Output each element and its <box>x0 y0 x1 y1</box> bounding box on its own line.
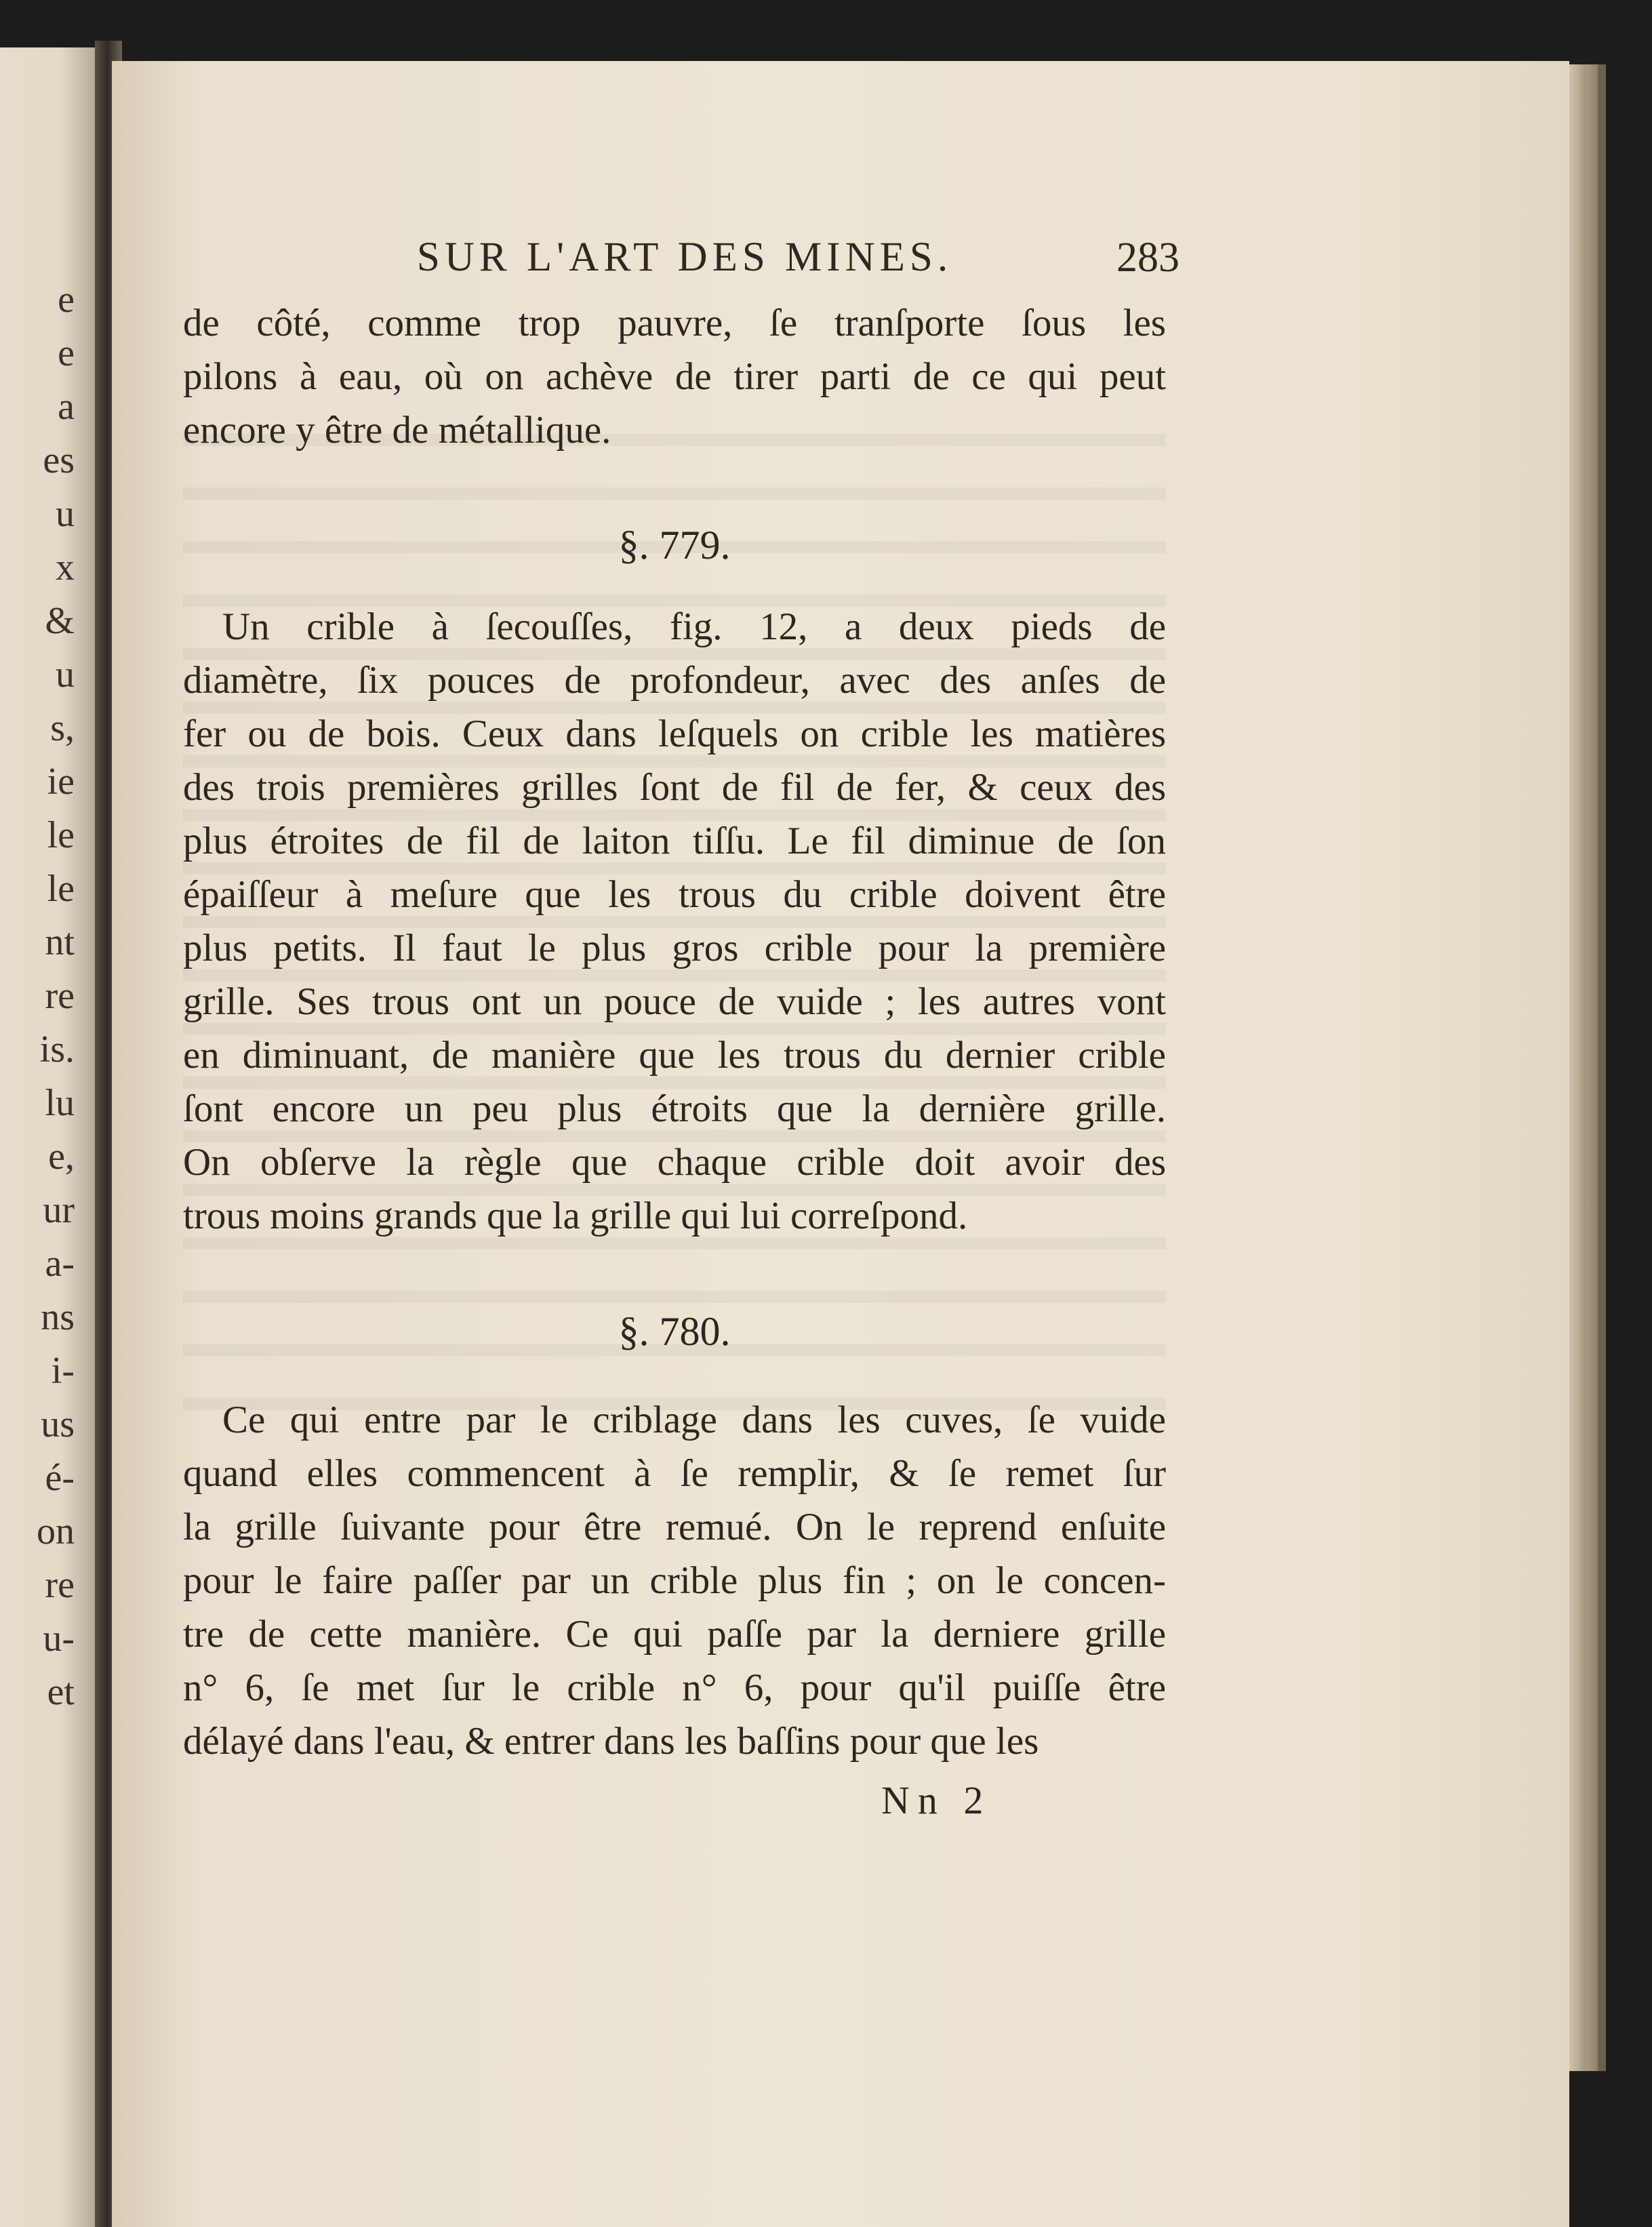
text-line: plus étroites de fil de laiton tiſſu. Le fil diminue de ſon <box>183 820 1166 862</box>
left-page-text-fragment: on <box>37 1510 75 1552</box>
left-page-text-fragment: i- <box>51 1350 75 1392</box>
left-page-text-fragment: es <box>43 439 75 481</box>
left-page-text-fragment: s, <box>50 707 75 749</box>
running-header: SUR L'ART DES MINES. <box>416 235 953 280</box>
left-page-text-fragment: x <box>56 546 75 588</box>
text-line: On obſerve la règle que chaque crible doit avoir des <box>183 1141 1166 1184</box>
section-780-body <box>183 1393 1166 1768</box>
left-page-text-fragment: et <box>47 1671 75 1713</box>
left-page-text-fragment: e, <box>48 1136 75 1178</box>
left-page-text-fragment: u- <box>43 1618 75 1660</box>
left-page-text-fragment: u <box>56 493 75 535</box>
text-line: des trois premières grilles ſont de fil de fer, & ceux des <box>183 766 1166 809</box>
left-page-text-fragment: ur <box>43 1189 75 1231</box>
left-page-text-fragment: a- <box>45 1243 75 1285</box>
left-page-text-fragment: le <box>47 868 75 910</box>
page-edge <box>1586 64 1598 2071</box>
left-page-text-fragment: ns <box>41 1296 75 1338</box>
paragraph-continued <box>183 296 1166 457</box>
text-line: fer ou de bois. Ceux dans leſquels on crible les matières <box>183 713 1166 755</box>
text-line: grille. Ses trous ont un pouce de vuide ; les autres vont <box>183 980 1166 1023</box>
text-line: ſont encore un peu plus étroits que la dernière grille. <box>183 1087 1166 1130</box>
section-heading-780: §. 780. <box>618 1309 731 1354</box>
text-line: épaiſſeur à meſure que les trous du crible doivent être <box>183 873 1166 916</box>
text-line: la grille ſuivante pour être remué. On le reprend enſuite <box>183 1506 1166 1548</box>
text-line: n° 6, ſe met ſur le crible n° 6, pour qu'il puiſſe être <box>183 1666 1166 1709</box>
left-page-text-fragment: e <box>58 279 75 321</box>
left-page-text-fragment: us <box>41 1403 75 1445</box>
left-page-text-fragment: u <box>56 654 75 696</box>
left-page-text-fragment: nt <box>45 921 75 963</box>
section-779-body <box>183 600 1166 1243</box>
left-page-text-fragment: re <box>45 1564 75 1606</box>
left-facing-page <box>0 47 102 2227</box>
left-page-text-fragment: re <box>45 975 75 1017</box>
section-heading-779: §. 779. <box>618 523 731 567</box>
text-line: pilons à eau, où on achève de tirer parti de ce qui peut <box>183 355 1166 398</box>
text-line: de côté, comme trop pauvre, ſe tranſporte ſous les <box>183 302 1166 344</box>
text-line: Un crible à ſecouſſes, fig. 12, a deux pieds de <box>222 605 1166 648</box>
page-edge <box>1569 64 1586 2071</box>
text-line: tre de cette manière. Ce qui paſſe par la derniere grille <box>183 1613 1166 1656</box>
left-page-text-fragment: & <box>45 600 75 642</box>
left-page-text-fragment: ie <box>47 761 75 803</box>
left-page-text-fragment: lu <box>45 1082 75 1124</box>
signature-mark: Nn 2 <box>881 1778 992 1822</box>
text-line: pour le faire paſſer par un crible plus fin ; on le concen- <box>183 1559 1166 1602</box>
text-line: Ce qui entre par le criblage dans les cuves, ſe vuide <box>222 1399 1166 1441</box>
left-page-text-fragment: a <box>58 386 75 428</box>
left-page-text-fragment: e <box>58 332 75 374</box>
text-line: quand elles commencent à ſe remplir, & ſe remet ſur <box>183 1452 1166 1495</box>
text-line: plus petits. Il faut le plus gros crible pour la première <box>183 927 1166 969</box>
page-number: 283 <box>1116 235 1180 281</box>
left-page-text-fragment: is. <box>39 1028 75 1070</box>
left-page-text-fragment: le <box>47 814 75 856</box>
page-edge <box>1598 64 1606 2071</box>
text-line: diamètre, ſix pouces de profondeur, avec des anſes de <box>183 659 1166 702</box>
text-line: encore y être de métallique. <box>183 409 611 452</box>
text-line: en diminuant, de manière que les trous du dernier crible <box>183 1034 1166 1077</box>
left-page-text-fragment: é- <box>45 1457 75 1499</box>
text-line: délayé dans l'eau, & entrer dans les baſſins pour que les <box>183 1720 1039 1763</box>
text-line: trous moins grands que la grille qui lui correſpond. <box>183 1195 968 1237</box>
